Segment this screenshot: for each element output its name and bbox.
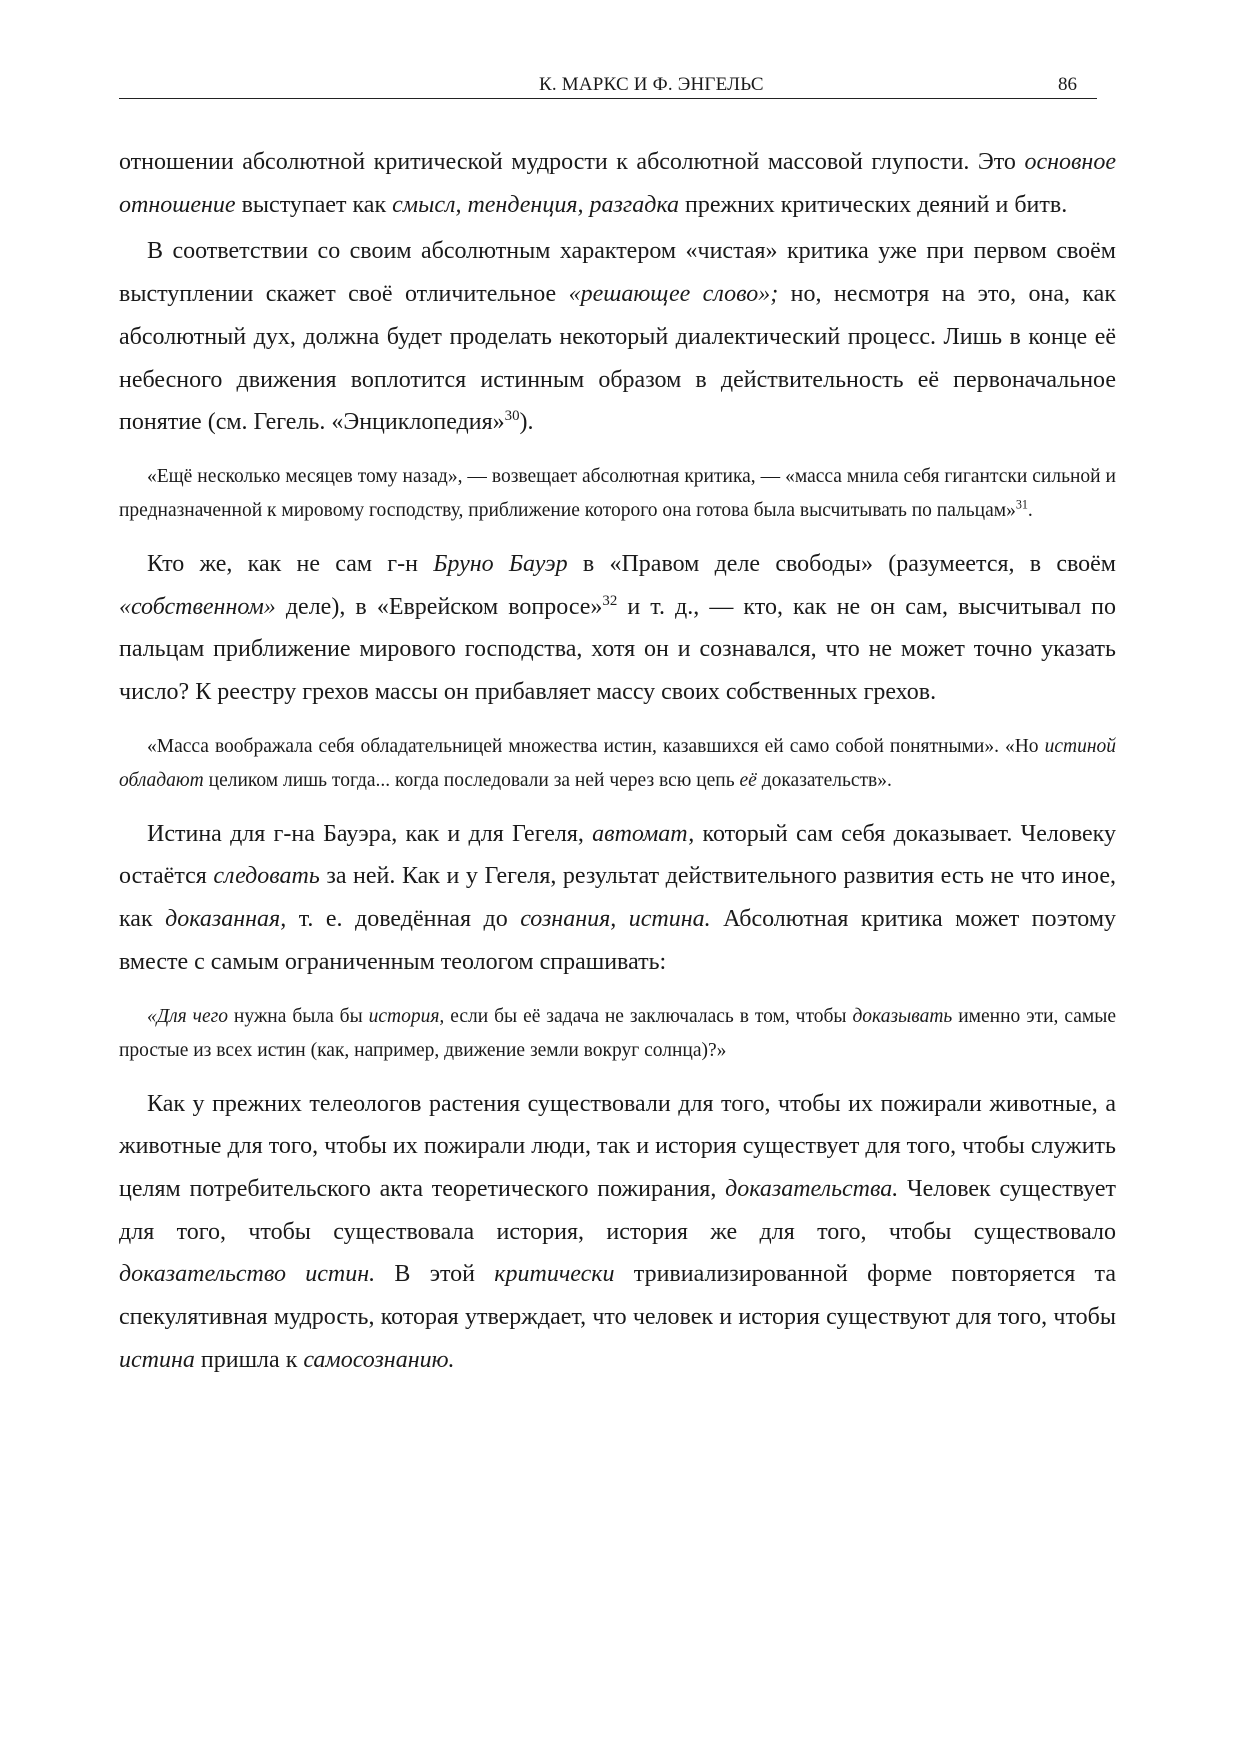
emphasis: истиной обладают: [119, 735, 1116, 792]
text-run: Как у прежних телеологов растения существовали для того, чтобы их пожирали животные, а животные для того, чтобы их пожирали люди, так и история существует для того, чтобы служить целям потребительского акта теоретического пожирания,: [119, 1090, 1116, 1202]
text-run: если бы её задача не заключалась в том, чтобы: [444, 1005, 853, 1027]
text-run: отношении абсолютной критической мудрости к абсолютной массовой глупости. Это: [119, 149, 1025, 175]
text-run: деле), в «Еврейском вопросе»: [275, 593, 603, 620]
text-run: .: [1027, 500, 1033, 522]
text-run: в «Правом деле свободы» (разумеется, в своём: [567, 550, 1116, 577]
text-run: выступает как: [235, 191, 393, 218]
emphasis: доказательства.: [725, 1175, 899, 1202]
text-run: нужна была бы: [227, 1005, 369, 1027]
text-run: за ней. Как и у Гегеля, результат действительного развития есть не что иное, как: [119, 863, 1117, 933]
text-run: тривиализированной форме повторяется та спекулятивная мудрость, которая утверждает, что человек и история существуют для того, чтобы: [119, 1261, 1116, 1331]
emphasis: истина: [119, 1346, 195, 1373]
emphasis: сознания, истина.: [520, 906, 711, 933]
text-run: который сам себя доказывает. Человеку остаётся: [119, 820, 1116, 890]
emphasis: история,: [368, 1005, 445, 1027]
header-title: К. МАРКС И Ф. ЭНГЕЛЬС: [539, 74, 764, 95]
text-run: но, несмотря на это, она, как абсолютный дух, должна будет проделать некоторый диалектический процесс. Лишь в конце её небесного движения воплотится истинным образом в действительность её первоначальное понятие (см. Гегель. «Энциклопедия»: [119, 281, 1116, 436]
text-run: доказательств».: [756, 770, 892, 792]
emphasis: «Для чего: [147, 1005, 228, 1027]
text-run: «Масса воображала себя обладательницей множества истин, казавшихся ей само собой понятными». «Но: [147, 735, 1045, 757]
text-run: прежних критических деяний и битв.: [678, 191, 1068, 218]
text-run: Кто же, как не сам г-н: [147, 550, 434, 577]
running-header: [119, 72, 1097, 99]
paragraph-1: [119, 141, 1116, 226]
text-run: т. е. доведённая до: [286, 906, 521, 933]
footnote-ref-32[interactable]: 32: [602, 592, 618, 609]
emphasis: «решающее слово»;: [568, 281, 779, 308]
text-run: Абсолютная критика может поэтому вместе с самым ограниченным теологом спрашивать:: [119, 906, 1117, 975]
text-run: Человек существует для того, чтобы существовала история, история же для того, чтобы существовало: [119, 1175, 1116, 1245]
emphasis: её: [739, 770, 757, 792]
emphasis: автомат,: [592, 820, 695, 847]
text-run: целиком лишь тогда... когда последовали за ней через всю цепь: [203, 770, 740, 792]
footnote-ref-31[interactable]: 31: [1015, 497, 1028, 512]
paragraph-5: [119, 1083, 1116, 1382]
text-run: «Ещё несколько месяцев тому назад», — возвещает абсолютная критика, — «масса мнила себя гигантски сильной и предназначенной к мировому господству, приближение которого она готова была высчитывать по пальцам»: [119, 465, 1116, 522]
emphasis: следовать: [213, 863, 320, 890]
emphasis: «собственном»: [119, 593, 276, 620]
page-body: [119, 141, 1116, 1381]
emphasis: доказанная,: [165, 906, 287, 933]
emphasis: доказательство истин.: [119, 1261, 376, 1288]
text-run: Истина для г-на Бауэра, как и для Гегеля,: [147, 820, 593, 847]
paragraph-2: [119, 230, 1116, 444]
emphasis: основное отношение: [119, 149, 1116, 218]
text-run: В соответствии со своим абсолютным характером «чистая» критика уже при первом своём выступлении скажет своё отличительное: [119, 238, 1116, 308]
page-number: 86: [1058, 74, 1077, 95]
block-quote-1: [119, 460, 1116, 529]
paragraph-4: [119, 813, 1116, 984]
paragraph-3: [119, 543, 1116, 714]
text-run: пришла к: [194, 1346, 304, 1373]
text-run: именно эти, самые простые из всех истин (как, например, движение земли вокруг солнца)?»: [119, 1005, 1116, 1062]
block-quote-2: [119, 730, 1116, 799]
emphasis: критически: [494, 1261, 615, 1288]
text-run: и т. д., — кто, как не он сам, высчитывал по пальцам приближение мирового господства, хотя он и сознавался, что не может точно указать число? К реестру грехов массы он прибавляет массу своих собственных грехов.: [119, 593, 1116, 706]
text-run: В этой: [375, 1261, 495, 1288]
emphasis: Бруно Бауэр: [433, 550, 568, 577]
block-quote-3: [119, 1000, 1116, 1069]
emphasis: смысл, тенденция, разгадка: [392, 191, 679, 218]
emphasis: самосознанию.: [303, 1346, 455, 1373]
footnote-ref-30[interactable]: 30: [504, 408, 520, 424]
emphasis: доказывать: [852, 1005, 953, 1027]
text-run: ).: [519, 409, 534, 436]
